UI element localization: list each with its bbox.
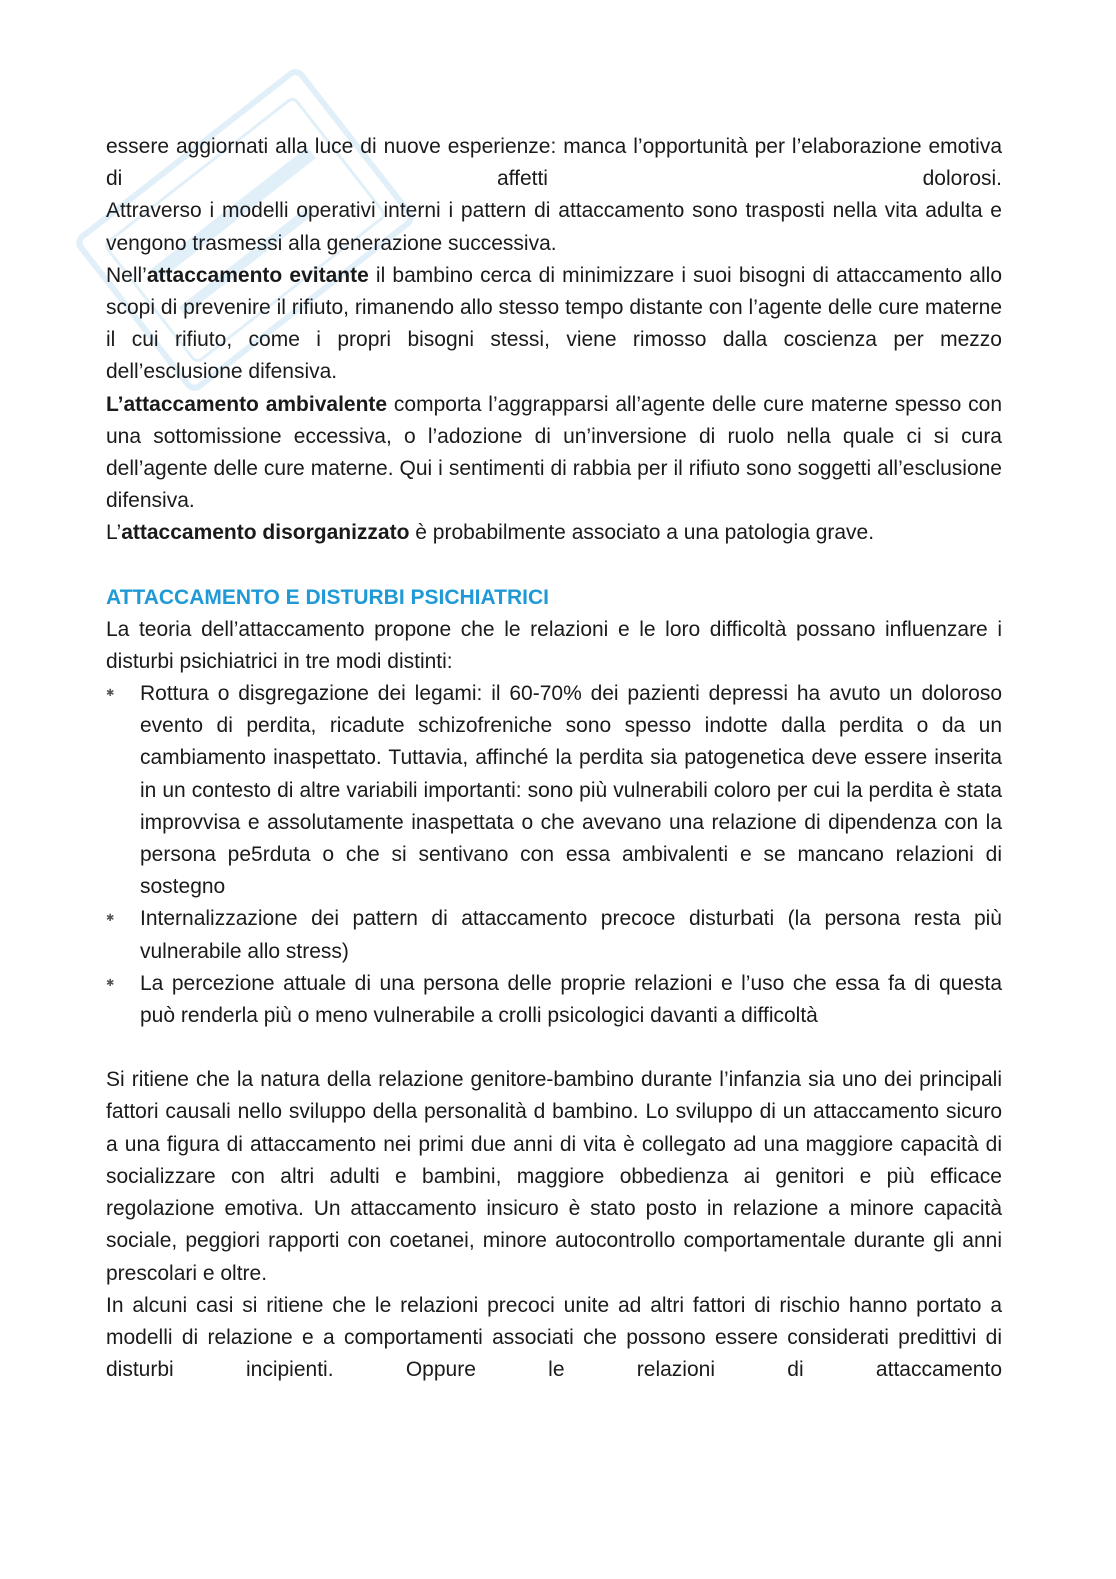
bullet-icon: ✱ bbox=[106, 688, 115, 700]
bullet-icon: ✱ bbox=[106, 913, 115, 925]
bullet-icon: ✱ bbox=[106, 977, 115, 989]
paragraph-parent-child-relationship: Si ritiene che la natura della relazione genitore-bambino durante l’infanzia sia uno dei principali fattori causali nello sviluppo della personalità d bambino. Lo sviluppo di un attaccamento sicuro a una figura di attaccamento nei primi due anni di vita è collegato ad una maggiore capacità di socializzare con altri adulti e bambini, maggiore obbedienza ai genitori e più efficace regolazione emotiva. Un attaccamento insicuro è stato posto in relazione a minore capacità sociale, peggiori rapporti con coetanei, minore autocontrollo comportamentale durante gli anni prescolari e oltre. bbox=[106, 1068, 1002, 1285]
paragraph-avoidant-attachment: Nell’attaccamento evitante il bambino cerca di minimizzare i suoi bisogni di attaccamento allo scopi di prevenire il rifiuto, rimanendo allo stesso tempo distante con l’agente delle cure materne il cui rifiuto, come i propri bisogni stessi, viene rimosso dalla coscienza per mezzo dell’esclusione difensiva. bbox=[106, 263, 1002, 384]
section-intro-paragraph: La teoria dell’attaccamento propone che le relazioni e le loro difficoltà possano influenzare i disturbi psichiatrici in tre modi distinti: bbox=[106, 617, 1002, 673]
paragraph-disorganized-attachment: L’attaccamento disorganizzato è probabilmente associato a una patologia grave. bbox=[106, 521, 875, 545]
document-body bbox=[106, 131, 1002, 1386]
paragraph-intro-continuation: essere aggiornati alla luce di nuove esperienze: manca l’opportunità per l’elaborazione emotiva di affetti dolorosi. bbox=[106, 135, 1002, 191]
paragraph-ambivalent-attachment: L’attaccamento ambivalente comporta l’aggrapparsi all’agente delle cure materne spesso con una sottomissione eccessiva, o l’adozione di un’inversione di ruolo nella quale ci si cura dell’agente delle cure materne. Qui i sentimenti di rabbia per il rifiuto sono soggetti all’esclusione difensiva. bbox=[106, 392, 1002, 513]
term-avoidant-attachment: attaccamento evitante bbox=[146, 263, 369, 287]
spacer bbox=[106, 1032, 1002, 1064]
term-ambivalent-attachment: L’attaccamento ambivalente bbox=[106, 392, 388, 416]
paragraph-internal-models: Attraverso i modelli operativi interni i pattern di attaccamento sono trasposti nella vita adulta e vengono trasmessi alla generazione successiva. bbox=[106, 199, 1002, 255]
paragraph-early-relationships: In alcuni casi si ritiene che le relazioni precoci unite ad altri fattori di rischio hanno portato a modelli di relazione e a comportamenti associati che possono essere considerati predittivi di disturbi incipienti. Oppure le relazioni di attaccamento bbox=[106, 1293, 1002, 1382]
list-item: ✱ Internalizzazione dei pattern di attaccamento precoce disturbati (la persona resta più vulnerabile allo stress) bbox=[106, 903, 1002, 967]
list-item: ✱ La percezione attuale di una persona delle proprie relazioni e l’uso che essa fa di questa può renderla più o meno vulnerabile a crolli psicologici davanti a difficoltà bbox=[106, 968, 1002, 1032]
term-disorganized-attachment: attaccamento disorganizzato bbox=[121, 521, 410, 545]
list-item: ✱ Rottura o disgregazione dei legami: il 60-70% dei pazienti depressi ha avuto un doloroso evento di perdita, ricadute schizofreniche sono spesso indotte dalla perdita o da un cambiamento inaspettato. Tuttavia, affinché la perdita sia patogenetica deve essere inserita in un contesto di altre variabili importanti: sono più vulnerabili coloro per cui la perdita è stata improvvisa e assolutamente inaspettata o che avevano una relazione di dipendenza con la persona pe5rduta o che si sentivano con essa ambivalenti e se mancano relazioni di sostegno bbox=[106, 678, 1002, 903]
bullet-list bbox=[106, 678, 1002, 1032]
section-heading: ATTACCAMENTO E DISTURBI PSICHIATRICI bbox=[106, 585, 549, 609]
